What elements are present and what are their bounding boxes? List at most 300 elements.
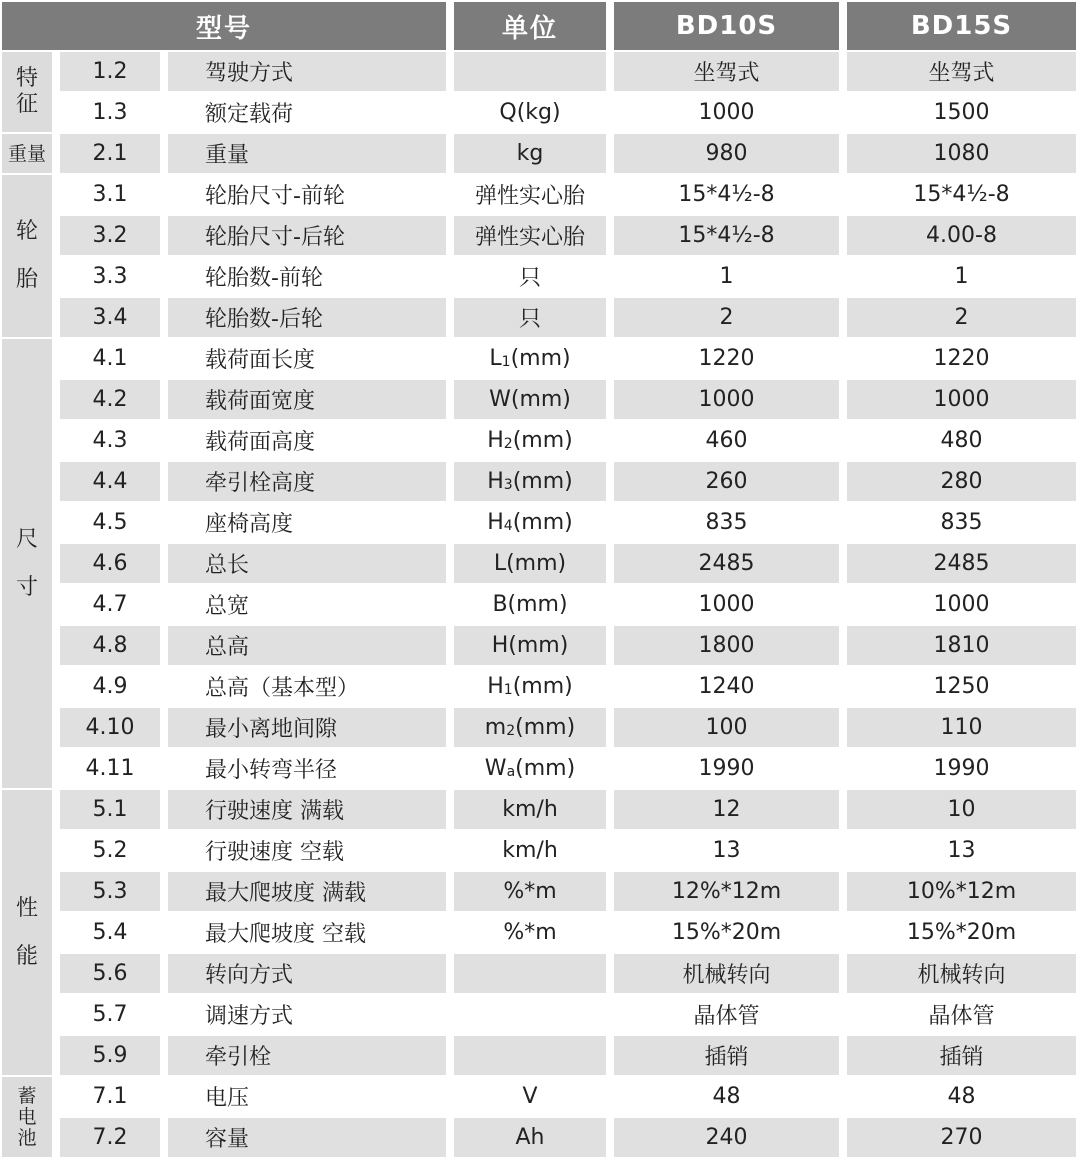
value-bd15s-text: 1000 <box>933 387 990 412</box>
value-bd10s-text: 12 <box>712 797 741 822</box>
row-unit <box>454 995 606 1034</box>
row-unit <box>454 708 606 747</box>
row-value-bd15s <box>847 749 1076 788</box>
row-code-text: 3.3 <box>92 264 128 289</box>
value-bd15s-text: 1500 <box>933 100 990 125</box>
row-item-text: 总高（基本型） <box>205 676 360 701</box>
value-bd15s-text: 270 <box>940 1125 983 1150</box>
row-code <box>60 749 160 788</box>
row-unit <box>454 626 606 665</box>
row-code-text: 5.7 <box>92 1002 128 1027</box>
table-row <box>60 257 1076 296</box>
row-unit <box>454 421 606 460</box>
row-item-text: 牵引栓高度 <box>205 471 316 496</box>
value-bd15s-text: 坐驾式 <box>928 61 995 86</box>
row-unit <box>454 954 606 993</box>
value-bd15s-text: 1 <box>954 264 969 289</box>
row-unit-text: H <box>487 428 504 453</box>
header-model: 型号 <box>2 2 446 50</box>
row-unit-text: Q(kg) <box>499 100 561 125</box>
row-unit <box>454 1077 606 1116</box>
row-item <box>168 503 446 542</box>
row-value-bd10s <box>614 380 839 419</box>
value-bd10s-text: 15*4½-8 <box>678 182 775 207</box>
row-code-text: 5.1 <box>92 797 128 822</box>
table-row <box>60 831 1076 870</box>
value-bd10s-text: 1240 <box>698 674 755 699</box>
row-unit-text: kg <box>516 141 544 166</box>
row-item-text: 最大爬坡度 空载 <box>205 922 366 947</box>
row-unit-subscript: 4 <box>503 517 513 534</box>
row-item-text: 牵引栓 <box>205 1045 272 1070</box>
row-unit <box>454 749 606 788</box>
value-bd15s-text: 1220 <box>933 346 990 371</box>
row-value-bd10s <box>614 175 839 214</box>
row-value-bd10s <box>614 298 839 337</box>
row-code <box>60 462 160 501</box>
row-code-text: 4.4 <box>92 469 128 494</box>
table-row <box>60 134 1076 173</box>
row-item-text: 载荷面高度 <box>205 430 316 455</box>
row-unit-suffix: (mm) <box>510 346 571 371</box>
row-code <box>60 1036 160 1075</box>
row-item-text: 行驶速度 满载 <box>205 799 344 824</box>
row-code-text: 3.1 <box>92 182 128 207</box>
row-code-text: 5.2 <box>92 838 128 863</box>
row-value-bd15s <box>847 298 1076 337</box>
row-value-bd10s <box>614 93 839 132</box>
value-bd10s-text: 1 <box>719 264 734 289</box>
row-unit-suffix: (mm) <box>515 715 576 740</box>
value-bd10s-text: 835 <box>705 510 748 535</box>
row-item <box>168 421 446 460</box>
row-item-text: 总高 <box>205 635 250 660</box>
row-value-bd10s <box>614 339 839 378</box>
row-unit <box>454 380 606 419</box>
row-item-text: 轮胎数-后轮 <box>205 307 323 332</box>
row-item <box>168 216 446 255</box>
category-label: 重量 <box>7 142 46 165</box>
row-code <box>60 134 160 173</box>
row-code <box>60 995 160 1034</box>
row-value-bd15s <box>847 52 1076 91</box>
row-item <box>168 585 446 624</box>
table-row <box>60 913 1076 952</box>
row-unit-suffix: (mm) <box>512 469 573 494</box>
table-row <box>60 421 1076 460</box>
table-row <box>60 52 1076 91</box>
row-code-text: 1.2 <box>92 59 128 84</box>
row-value-bd15s <box>847 1118 1076 1157</box>
value-bd10s-text: 1220 <box>698 346 755 371</box>
row-item-text: 重量 <box>205 143 250 168</box>
row-value-bd15s <box>847 954 1076 993</box>
value-bd10s-text: 48 <box>712 1084 741 1109</box>
row-value-bd10s <box>614 1036 839 1075</box>
row-value-bd15s <box>847 257 1076 296</box>
value-bd15s-text: 1080 <box>933 141 990 166</box>
row-value-bd10s <box>614 995 839 1034</box>
table-row <box>60 503 1076 542</box>
table-row <box>60 1036 1076 1075</box>
row-unit-suffix: (mm) <box>512 428 573 453</box>
row-item <box>168 257 446 296</box>
value-bd15s-text: 1990 <box>933 756 990 781</box>
row-code <box>60 421 160 460</box>
row-code <box>60 52 160 91</box>
row-value-bd15s <box>847 585 1076 624</box>
row-code <box>60 339 160 378</box>
row-value-bd15s <box>847 1077 1076 1116</box>
row-item-text: 额定载荷 <box>205 102 294 127</box>
row-code <box>60 790 160 829</box>
row-code <box>60 1077 160 1116</box>
row-unit-subscript: 2 <box>506 722 516 739</box>
row-unit-text: L(mm) <box>493 551 567 576</box>
table-row <box>60 626 1076 665</box>
row-unit-text: Ah <box>515 1125 545 1150</box>
header-bd15s: BD15S <box>847 2 1076 50</box>
row-code <box>60 503 160 542</box>
row-code-text: 4.7 <box>92 592 128 617</box>
row-code <box>60 298 160 337</box>
row-item-text: 容量 <box>205 1127 250 1152</box>
category-label: 尺寸 <box>15 526 38 600</box>
row-item <box>168 339 446 378</box>
row-code <box>60 216 160 255</box>
category-cell <box>2 134 52 173</box>
value-bd15s-text: 280 <box>940 469 983 494</box>
row-unit-text: 只 <box>518 307 541 332</box>
row-unit <box>454 298 606 337</box>
category-label: 特征 <box>15 66 38 117</box>
row-item <box>168 1118 446 1157</box>
row-value-bd10s <box>614 52 839 91</box>
row-code-text: 4.10 <box>85 715 135 740</box>
row-unit-text: H <box>487 469 504 494</box>
table-row <box>60 585 1076 624</box>
row-unit <box>454 257 606 296</box>
row-value-bd10s <box>614 544 839 583</box>
row-unit <box>454 544 606 583</box>
table-row <box>60 667 1076 706</box>
row-item <box>168 380 446 419</box>
category-cell <box>2 52 52 132</box>
value-bd15s-text: 835 <box>940 510 983 535</box>
row-code <box>60 667 160 706</box>
row-code <box>60 93 160 132</box>
row-code-text: 4.5 <box>92 510 128 535</box>
row-value-bd15s <box>847 1036 1076 1075</box>
row-value-bd15s <box>847 380 1076 419</box>
row-unit <box>454 503 606 542</box>
row-value-bd15s <box>847 462 1076 501</box>
value-bd15s-text: 110 <box>940 715 983 740</box>
row-item <box>168 667 446 706</box>
table-row <box>60 298 1076 337</box>
row-code-text: 5.4 <box>92 920 128 945</box>
row-unit <box>454 339 606 378</box>
row-code <box>60 380 160 419</box>
value-bd10s-text: 1800 <box>698 633 755 658</box>
row-value-bd15s <box>847 93 1076 132</box>
table-row <box>60 93 1076 132</box>
row-code <box>60 831 160 870</box>
row-value-bd10s <box>614 1077 839 1116</box>
header-unit: 单位 <box>454 2 606 50</box>
value-bd10s-text: 晶体管 <box>693 1004 760 1029</box>
table-row <box>60 995 1076 1034</box>
category-label: 性能 <box>15 895 38 969</box>
table-row <box>60 380 1076 419</box>
row-unit <box>454 216 606 255</box>
row-unit-text: m <box>484 715 507 740</box>
row-unit <box>454 1036 606 1075</box>
category-label: 蓄电池 <box>17 1084 37 1149</box>
value-bd10s-text: 1000 <box>698 387 755 412</box>
row-unit-suffix: (mm) <box>512 674 573 699</box>
row-unit <box>454 790 606 829</box>
row-unit-text: H <box>487 510 504 535</box>
row-unit <box>454 175 606 214</box>
value-bd15s-text: 4.00-8 <box>926 223 997 248</box>
row-unit-text: 只 <box>518 266 541 291</box>
row-value-bd10s <box>614 626 839 665</box>
row-value-bd10s <box>614 831 839 870</box>
row-unit-text: B(mm) <box>492 592 568 617</box>
row-unit-text: 弹性实心胎 <box>474 225 585 250</box>
row-unit <box>454 831 606 870</box>
row-item-text: 最大爬坡度 满载 <box>205 881 366 906</box>
row-unit-text: H <box>487 674 504 699</box>
row-unit-text: km/h <box>502 838 558 863</box>
row-unit <box>454 585 606 624</box>
row-value-bd10s <box>614 954 839 993</box>
value-bd10s-text: 1000 <box>698 592 755 617</box>
row-item-text: 电压 <box>205 1086 250 1111</box>
row-item <box>168 831 446 870</box>
row-item <box>168 93 446 132</box>
value-bd10s-text: 1990 <box>698 756 755 781</box>
row-value-bd10s <box>614 503 839 542</box>
row-code <box>60 257 160 296</box>
row-value-bd15s <box>847 913 1076 952</box>
row-item-text: 载荷面宽度 <box>205 389 316 414</box>
row-item <box>168 175 446 214</box>
row-code <box>60 175 160 214</box>
row-value-bd15s <box>847 872 1076 911</box>
row-item-text: 总宽 <box>205 594 250 619</box>
row-item-text: 轮胎尺寸-后轮 <box>205 225 345 250</box>
row-item <box>168 134 446 173</box>
row-value-bd15s <box>847 667 1076 706</box>
table-row <box>60 175 1076 214</box>
table-row <box>60 954 1076 993</box>
row-unit-suffix: (mm) <box>512 510 573 535</box>
row-value-bd15s <box>847 175 1076 214</box>
value-bd15s-text: 10 <box>947 797 976 822</box>
value-bd15s-text: 48 <box>947 1084 976 1109</box>
row-code <box>60 708 160 747</box>
row-item <box>168 298 446 337</box>
row-item-text: 轮胎尺寸-前轮 <box>205 184 345 209</box>
row-item <box>168 626 446 665</box>
row-value-bd10s <box>614 790 839 829</box>
category-cell <box>2 790 52 1075</box>
value-bd10s-text: 15%*20m <box>671 920 782 945</box>
value-bd10s-text: 坐驾式 <box>693 61 760 86</box>
header-bd10s: BD10S <box>614 2 839 50</box>
row-unit-text: W(mm) <box>489 387 571 412</box>
row-unit-text: L <box>489 346 502 371</box>
row-unit <box>454 667 606 706</box>
value-bd15s-text: 晶体管 <box>928 1004 995 1029</box>
row-code-text: 5.9 <box>92 1043 128 1068</box>
category-cell <box>2 339 52 788</box>
row-unit-text: 弹性实心胎 <box>474 184 585 209</box>
row-value-bd15s <box>847 544 1076 583</box>
value-bd10s-text: 机械转向 <box>682 963 771 988</box>
row-unit <box>454 52 606 91</box>
row-item-text: 最小离地间隙 <box>205 717 338 742</box>
row-unit-text: W <box>484 756 507 781</box>
category-label: 轮胎 <box>15 219 38 292</box>
row-item <box>168 790 446 829</box>
value-bd15s-text: 机械转向 <box>917 963 1006 988</box>
row-item <box>168 872 446 911</box>
row-code-text: 4.11 <box>85 756 135 781</box>
row-code-text: 2.1 <box>92 141 128 166</box>
row-value-bd10s <box>614 872 839 911</box>
row-unit-text: V <box>522 1084 538 1109</box>
row-unit <box>454 462 606 501</box>
row-code <box>60 872 160 911</box>
row-value-bd10s <box>614 462 839 501</box>
table-row <box>60 339 1076 378</box>
row-value-bd10s <box>614 1118 839 1157</box>
value-bd15s-text: 1810 <box>933 633 990 658</box>
row-item <box>168 462 446 501</box>
table-row <box>60 708 1076 747</box>
value-bd10s-text: 980 <box>705 141 748 166</box>
row-value-bd15s <box>847 134 1076 173</box>
row-value-bd10s <box>614 667 839 706</box>
row-code-text: 4.2 <box>92 387 128 412</box>
row-item <box>168 52 446 91</box>
row-code <box>60 1118 160 1157</box>
value-bd10s-text: 240 <box>705 1125 748 1150</box>
row-value-bd15s <box>847 503 1076 542</box>
row-unit <box>454 913 606 952</box>
row-code-text: 4.6 <box>92 551 128 576</box>
row-unit-subscript: 2 <box>503 435 513 452</box>
row-code-text: 4.9 <box>92 674 128 699</box>
row-unit-subscript: 1 <box>501 353 511 370</box>
row-code <box>60 585 160 624</box>
row-value-bd15s <box>847 626 1076 665</box>
value-bd15s-text: 15*4½-8 <box>913 182 1010 207</box>
value-bd10s-text: 13 <box>712 838 741 863</box>
row-code-text: 1.3 <box>92 100 128 125</box>
row-code-text: 5.6 <box>92 961 128 986</box>
row-value-bd15s <box>847 995 1076 1034</box>
row-item-text: 行驶速度 空载 <box>205 840 344 865</box>
value-bd15s-text: 2 <box>954 305 969 330</box>
value-bd10s-text: 15*4½-8 <box>678 223 775 248</box>
category-cell <box>2 175 52 337</box>
value-bd10s-text: 2 <box>719 305 734 330</box>
row-code-text: 3.4 <box>92 305 128 330</box>
row-unit-text: %*m <box>503 920 557 945</box>
row-item <box>168 1036 446 1075</box>
row-value-bd10s <box>614 708 839 747</box>
row-item-text: 总长 <box>205 553 250 578</box>
row-unit-subscript: 3 <box>503 476 513 493</box>
row-value-bd15s <box>847 216 1076 255</box>
row-unit <box>454 872 606 911</box>
row-value-bd10s <box>614 421 839 460</box>
row-code <box>60 913 160 952</box>
value-bd15s-text: 13 <box>947 838 976 863</box>
row-unit-suffix: (mm) <box>515 756 576 781</box>
value-bd15s-text: 2485 <box>933 551 990 576</box>
row-value-bd10s <box>614 913 839 952</box>
table-row <box>60 544 1076 583</box>
row-unit-subscript: a <box>506 763 516 780</box>
row-value-bd15s <box>847 831 1076 870</box>
row-code-text: 4.1 <box>92 346 128 371</box>
row-unit <box>454 93 606 132</box>
table-row <box>60 216 1076 255</box>
value-bd10s-text: 12%*12m <box>671 879 782 904</box>
value-bd10s-text: 460 <box>705 428 748 453</box>
row-unit-text: %*m <box>503 879 557 904</box>
value-bd15s-text: 15%*20m <box>906 920 1017 945</box>
value-bd10s-text: 2485 <box>698 551 755 576</box>
row-unit <box>454 1118 606 1157</box>
row-item <box>168 954 446 993</box>
row-code <box>60 544 160 583</box>
table-row <box>60 749 1076 788</box>
row-item-text: 调速方式 <box>205 1004 294 1029</box>
value-bd10s-text: 260 <box>705 469 748 494</box>
row-unit-subscript: 1 <box>503 681 513 698</box>
table-row <box>60 1077 1076 1116</box>
row-code-text: 4.3 <box>92 428 128 453</box>
row-item <box>168 749 446 788</box>
table-row <box>60 872 1076 911</box>
row-item-text: 最小转弯半径 <box>205 758 338 783</box>
value-bd10s-text: 1000 <box>698 100 755 125</box>
row-item-text: 驾驶方式 <box>205 61 294 86</box>
row-item-text: 载荷面长度 <box>205 348 316 373</box>
row-unit <box>454 134 606 173</box>
value-bd10s-text: 100 <box>705 715 748 740</box>
value-bd10s-text: 插销 <box>704 1045 749 1070</box>
row-code-text: 4.8 <box>92 633 128 658</box>
row-value-bd10s <box>614 585 839 624</box>
row-item <box>168 1077 446 1116</box>
row-item-text: 轮胎数-前轮 <box>205 266 323 291</box>
row-value-bd10s <box>614 134 839 173</box>
value-bd15s-text: 10%*12m <box>906 879 1017 904</box>
table-row <box>60 462 1076 501</box>
row-value-bd15s <box>847 339 1076 378</box>
table-row <box>60 790 1076 829</box>
row-value-bd10s <box>614 257 839 296</box>
row-value-bd15s <box>847 790 1076 829</box>
row-item <box>168 913 446 952</box>
